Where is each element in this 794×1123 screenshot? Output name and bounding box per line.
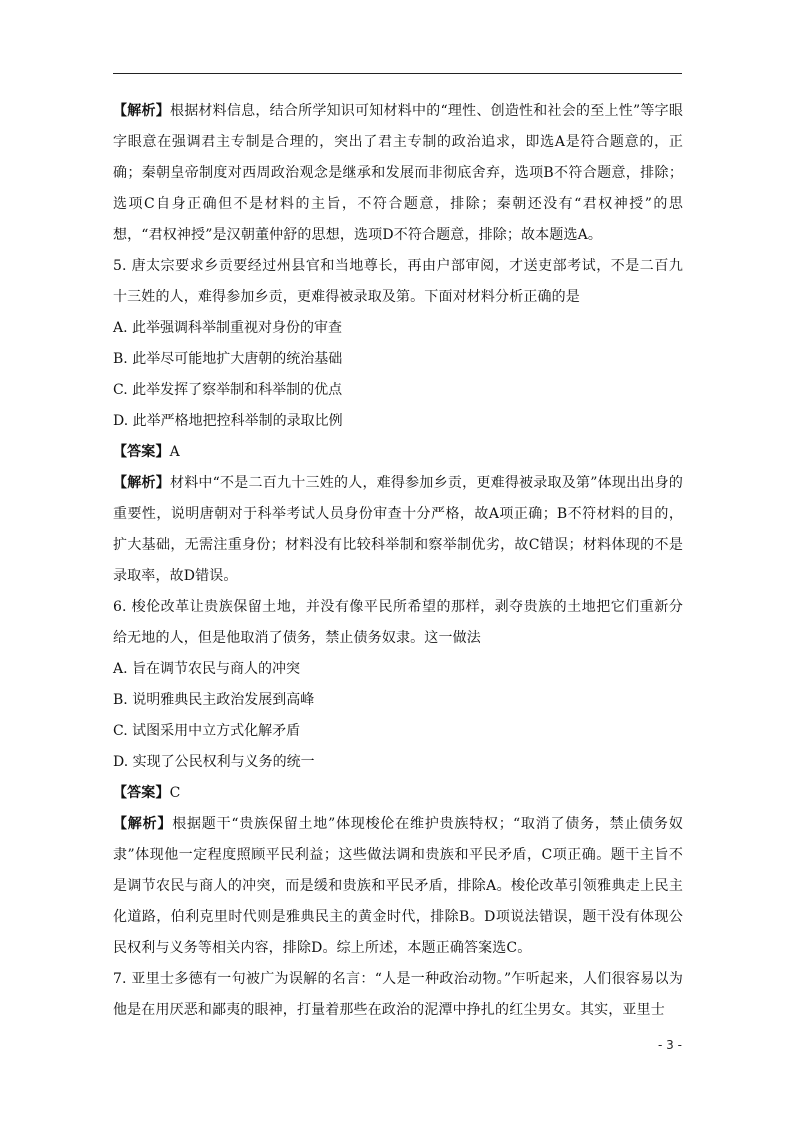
option-d: D. 实现了公民权利与义务的统一: [113, 754, 315, 770]
answer-label: 【答案】: [113, 444, 170, 460]
answer-text: C: [169, 785, 181, 801]
analysis-text: 材料中“不是二百九十三姓的人，难得参加乡贡，更难得被录取及第”体现出出身的重要性，说明唐朝对于科举考试人员身份审查十分严格，故A项正确；B不符材料的目的，扩大基础，无需注重身份；材料没有比较科举制和察举制优劣，故C错误；材料体现的不是录取率，故D错误。: [113, 475, 683, 584]
page-number: - 3 -: [658, 1038, 682, 1052]
question-stem: 6. 梭伦改革让贵族保留土地，并没有像平民所希望的那样，剥夺贵族的土地把它们重新分给无地的人，但是他取消了债务，禁止债务奴隶。这一做法: [113, 599, 683, 646]
analysis-block: [113, 809, 683, 964]
option-b: B. 说明雅典民主政治发展到高峰: [113, 692, 315, 708]
analysis-block: [113, 468, 683, 592]
answer-block: [113, 437, 683, 468]
header-rule: [113, 73, 682, 74]
analysis-text: 根据材料信息，结合所学知识可知材料中的“理性、创造性和社会的至上性”等字眼字眼意在强调君主专制是合理的，突出了君主专制的政治追求，即选A是符合题意的，正确；秦朝皇帝制度对西周政治观念是继承和发展而非彻底舍弃，选项B不符合题意，排除；选项C自身正确但不是材料的主旨，不符合题意，排除；秦朝还没有“君权神授”的思想，“君权神授”是汉朝董仲舒的思想，选项D不符合题意，排除；故本题选A。: [113, 103, 683, 243]
option-c: C. 此举发挥了察举制和科举制的优点: [113, 382, 343, 398]
option-a: A. 此举强调科举制重视对身份的审查: [113, 320, 343, 336]
question-stem: 7. 亚里士多德有一句被广为误解的名言：“人是一种政治动物。”乍听起来，人们很容易以为他是在用厌恶和鄙夷的眼神，打量着那些在政治的泥潭中挣扎的红尘男女。其实，亚里士: [113, 971, 683, 1018]
option-b: B. 此举尽可能地扩大唐朝的统治基础: [113, 351, 343, 367]
answer-label: 【答案】: [113, 785, 170, 801]
option-d: D. 此举严格地把控科举制的录取比例: [113, 413, 343, 429]
analysis-label: 【解析】: [113, 475, 170, 491]
analysis-label: 【解析】: [113, 103, 170, 119]
analysis-text: 根据题干“贵族保留土地”体现梭伦在维护贵族特权；“取消了债务，禁止债务奴隶”体现他一定程度照顾平民利益；这些做法调和贵族和平民矛盾，C项正确。题干主旨不是调节农民与商人的冲突，而是缓和贵族和平民矛盾，排除A。梭伦改革引领雅典走上民主化道路，伯利克里时代则是雅典民主的黄金时代，排除B。D项说法错误，题干没有体现公民权利与义务等相关内容，排除D。综上所述，本题正确答案选C。: [113, 816, 683, 956]
analysis-label: 【解析】: [113, 816, 173, 832]
analysis-block: [113, 96, 683, 251]
question-stem: 5. 唐太宗要求乡贡要经过州县官和当地尊长，再由户部审阅，才送吏部考试，不是二百九十三姓的人，难得参加乡贡，更难得被录取及第。下面对材料分析正确的是: [113, 258, 683, 305]
document-body: [113, 96, 683, 1026]
answer-text: A: [169, 444, 180, 460]
option-c: C. 试图采用中立方式化解矛盾: [113, 723, 301, 739]
option-a: A. 旨在调节农民与商人的冲突: [113, 661, 301, 677]
answer-block: [113, 778, 683, 809]
